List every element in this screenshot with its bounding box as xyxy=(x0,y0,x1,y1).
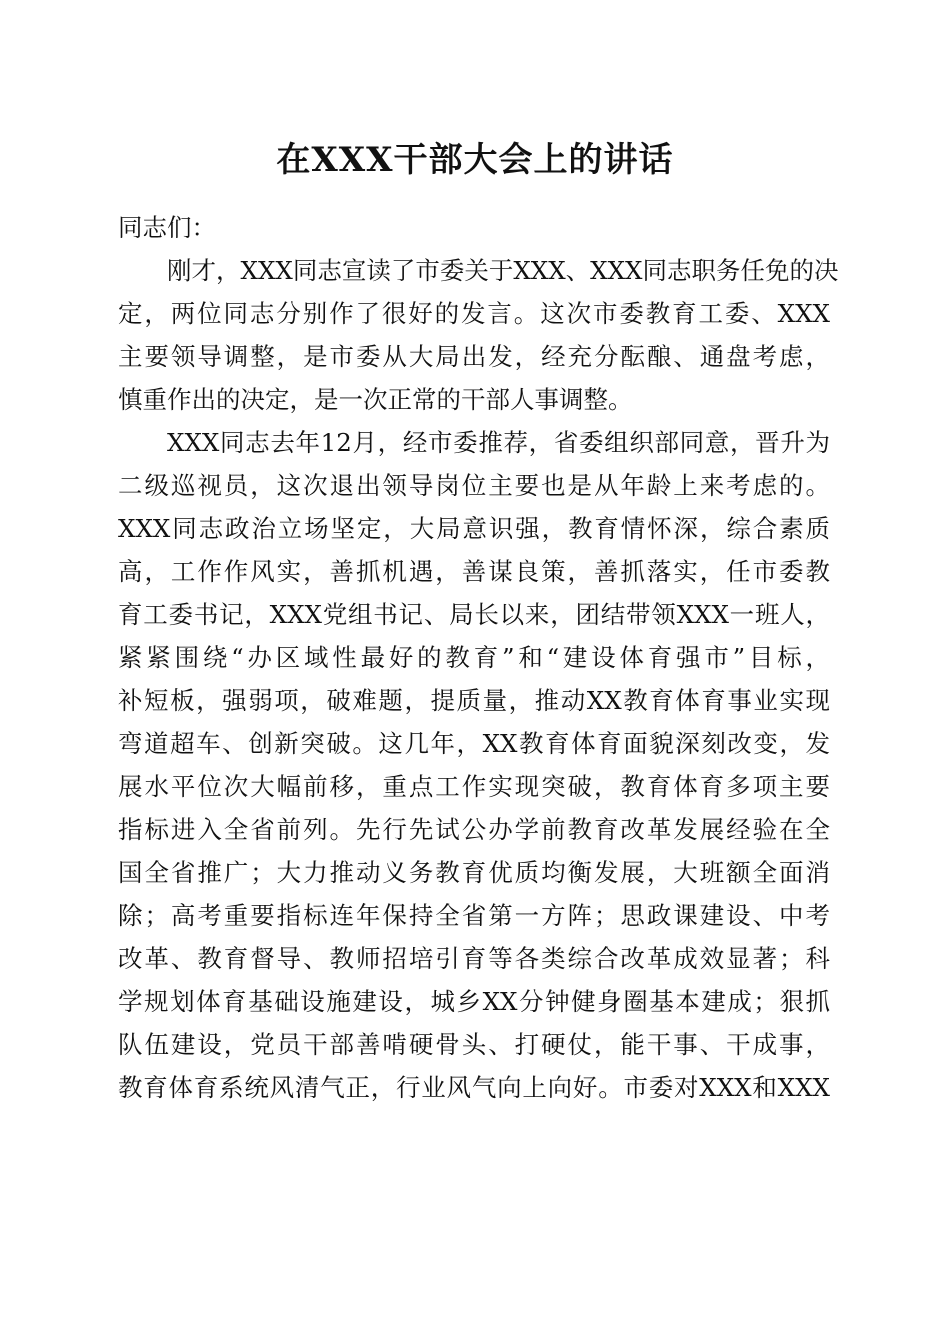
paragraph-line: 学规划体育基础设施建设，城乡XX分钟健身圈基本建成；狠抓 xyxy=(118,987,830,1016)
document-body xyxy=(118,206,839,1109)
paragraph-line: 指标进入全省前列。先行先试公办学前教育改革发展经验在全 xyxy=(118,815,830,844)
paragraph-line: XXX同志去年12月，经市委推荐，省委组织部同意，晋升为 xyxy=(167,428,830,457)
paragraph-line: 紧紧围绕“办区域性最好的教育”和“建设体育强市”目标， xyxy=(118,643,830,672)
paragraph-line: 教育体育系统风清气正，行业风气向上向好。市委对XXX和XXX xyxy=(118,1073,830,1102)
paragraph-line: 弯道超车、创新突破。这几年，XX教育体育面貌深刻改变，发 xyxy=(118,729,830,758)
paragraph-line: 补短板，强弱项，破难题，提质量，推动XX教育体育事业实现 xyxy=(118,686,830,715)
paragraph-1 xyxy=(118,249,839,421)
paragraph-line: 改革、教育督导、教师招培引育等各类综合改革成效显著；科 xyxy=(118,944,830,973)
paragraph-line: 育工委书记，XXX党组书记、局长以来，团结带领XXX一班人， xyxy=(118,600,830,629)
paragraph-2 xyxy=(118,421,830,1109)
paragraph-line: 展水平位次大幅前移，重点工作实现突破，教育体育多项主要 xyxy=(118,772,830,801)
paragraph-line: 慎重作出的决定，是一次正常的干部人事调整。 xyxy=(118,385,633,414)
document-title: 在XXX干部大会上的讲话 xyxy=(276,140,674,180)
paragraph-line: 高，工作作风实，善抓机遇，善谋良策，善抓落实，任市委教 xyxy=(118,557,830,586)
paragraph-line: 刚才，XXX同志宣读了市委关于XXX、XXX同志职务任免的决 xyxy=(167,256,839,285)
paragraph-line: XXX同志政治立场坚定，大局意识强，教育情怀深，综合素质 xyxy=(118,514,830,543)
paragraph-line: 国全省推广；大力推动义务教育优质均衡发展，大班额全面消 xyxy=(118,858,830,887)
paragraph-line: 定，两位同志分别作了很好的发言。这次市委教育工委、XXX xyxy=(118,299,830,328)
paragraph-line: 主要领导调整，是市委从大局出发，经充分酝酿、通盘考虑， xyxy=(118,342,830,371)
paragraph-line: 除；高考重要指标连年保持全省第一方阵；思政课建设、中考 xyxy=(118,901,830,930)
paragraph-line: 队伍建设，党员干部善啃硬骨头、打硬仗，能干事、干成事， xyxy=(118,1030,830,1059)
paragraph-line: 二级巡视员，这次退出领导岗位主要也是从年龄上来考虑的。 xyxy=(118,471,830,500)
salutation: 同志们： xyxy=(118,213,216,242)
